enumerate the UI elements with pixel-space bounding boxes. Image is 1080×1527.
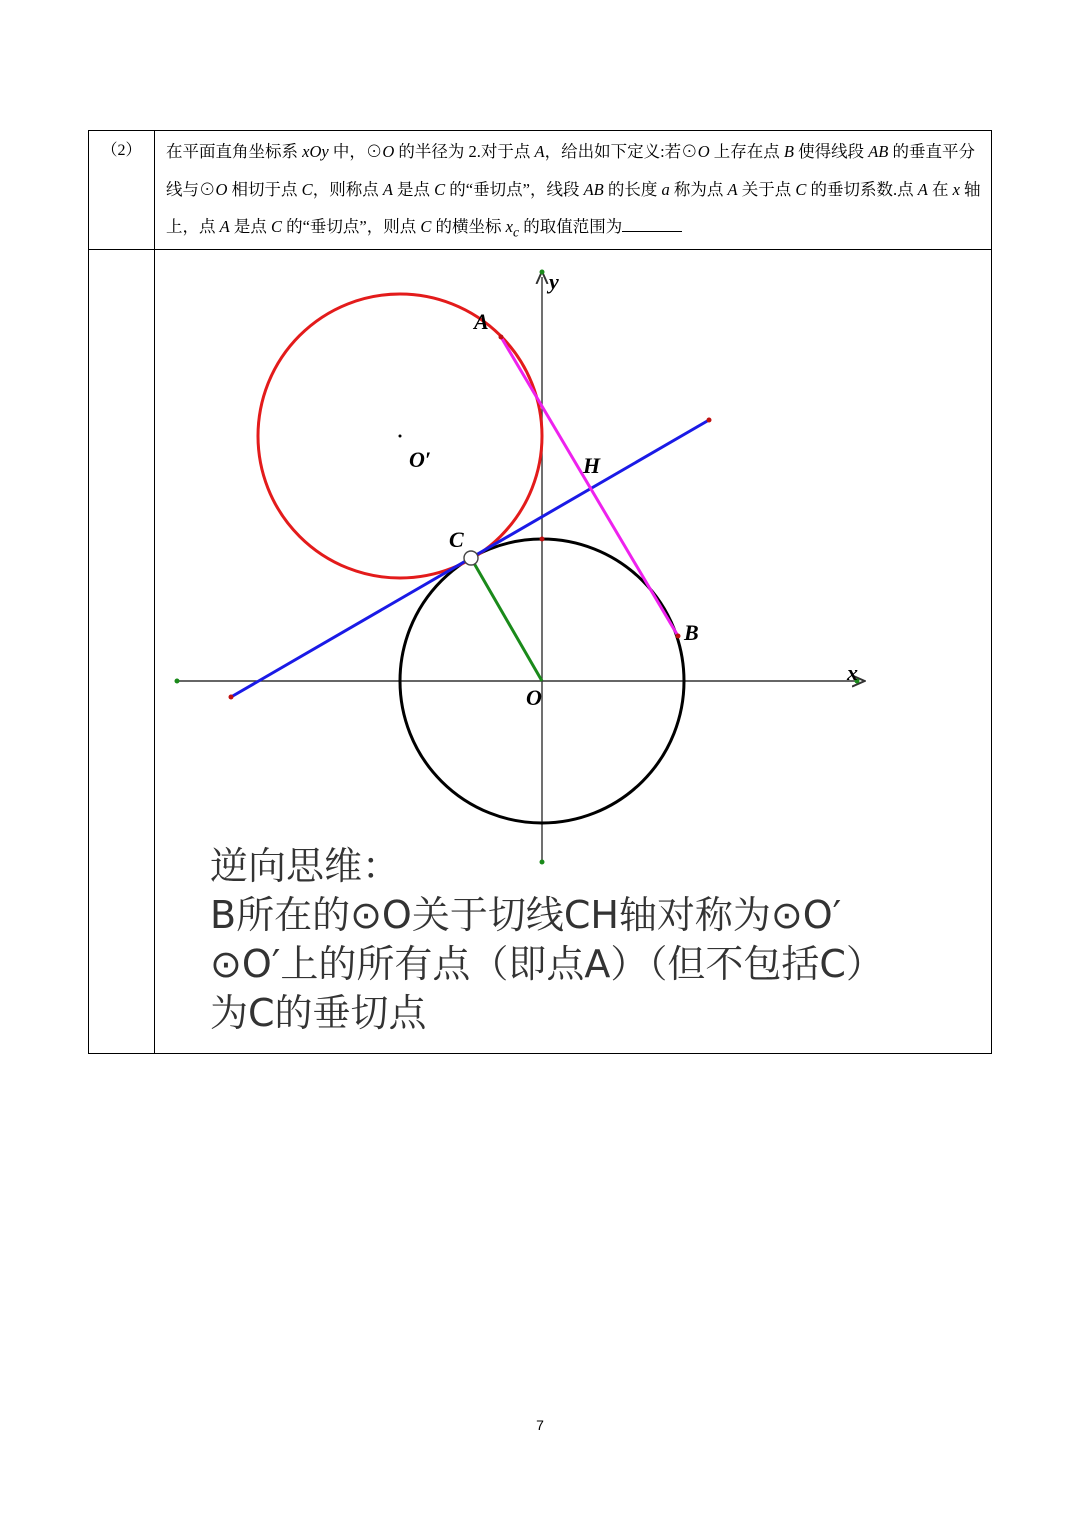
- problem-text-segment: C: [434, 179, 446, 199]
- label-A: A: [474, 309, 489, 334]
- problem-text-segment: 的横坐标: [431, 217, 506, 236]
- problem-text-segment: a: [661, 179, 670, 199]
- label-y: y: [549, 269, 559, 294]
- problem-text-segment: C: [301, 179, 313, 199]
- label-x: x: [847, 660, 858, 685]
- problem-text-segment: O: [697, 142, 710, 161]
- problem-text-segment: A: [219, 217, 230, 236]
- label-H: H: [583, 453, 601, 478]
- point-y-intercept: [540, 537, 545, 542]
- point-B: [676, 634, 681, 639]
- x-axis-start-point: [175, 679, 180, 684]
- tangent-line-end-right: [707, 418, 712, 423]
- point-A: [499, 335, 504, 340]
- problem-text-segment: B: [783, 142, 794, 161]
- problem-text-segment: 的垂切系数.点: [806, 179, 918, 199]
- problem-text-segment: 在平面直角坐标系: [166, 142, 303, 161]
- note-line: B所在的⊙O关于切线CH轴对称为⊙O′: [210, 893, 842, 937]
- problem-text-segment: O: [215, 179, 228, 199]
- problem-text-segment: A: [917, 179, 928, 199]
- problem-text-segment: x: [505, 217, 513, 236]
- problem-text-segment: O: [382, 142, 395, 161]
- radius-OC: [471, 558, 542, 681]
- problem-text-segment: 称为点: [669, 179, 728, 199]
- reasoning-note: [210, 842, 970, 1038]
- problem-text-segment: C: [420, 217, 432, 236]
- problem-number: （2）: [101, 142, 142, 159]
- problem-text-segment: A: [534, 142, 545, 161]
- problem-text-segment: xOy: [302, 142, 329, 161]
- problem-text-segment: 在: [927, 179, 953, 199]
- page-number: 7: [536, 1417, 544, 1433]
- problem-text-segment: 关于点: [737, 179, 796, 199]
- y-axis-top-point: [540, 270, 545, 275]
- problem-text-segment: 轴上，点: [166, 179, 981, 236]
- problem-text-segment: 是点: [229, 217, 271, 236]
- problem-text-segment: 的取值范围为: [519, 217, 623, 236]
- problem-text-segment: 的“垂切点”，线段: [445, 179, 584, 199]
- segment-AB: [501, 337, 678, 636]
- problem-text-segment: AB: [583, 179, 604, 199]
- label-C: C: [449, 527, 464, 552]
- problem-text-segment: A: [727, 179, 738, 199]
- tangent-line-end-left: [229, 695, 234, 700]
- problem-text-segment: 的半径为 2.对于点: [394, 142, 535, 161]
- problem-text-segment: C: [270, 217, 282, 236]
- problem-text-segment: A: [382, 179, 393, 199]
- problem-text-segment: ，则称点: [312, 179, 383, 199]
- problem-text-segment: x: [952, 179, 960, 199]
- note-line: 逆向思维：: [210, 844, 401, 888]
- problem-text-segment: c: [512, 224, 520, 240]
- problem-text-segment: 的垂直平分线与⊙: [166, 142, 975, 199]
- problem-text-segment: 上存在点: [709, 142, 784, 161]
- note-line: ⊙O′上的所有点（即点A）（但不包括C）: [210, 942, 884, 986]
- problem-text-segment: 使得线段: [793, 142, 869, 161]
- note-line: 为C的垂切点: [210, 991, 427, 1035]
- center-O-prime: [399, 435, 402, 438]
- problem-text-segment: C: [795, 179, 807, 199]
- problem-text-segment: 是点: [392, 179, 435, 199]
- problem-text-segment: 的长度: [603, 179, 662, 199]
- label-O: O: [526, 685, 542, 710]
- label-B: B: [684, 620, 699, 645]
- problem-text-segment: 中，⊙: [328, 142, 383, 161]
- problem-text-segment: AB: [868, 142, 889, 161]
- point-C: [464, 551, 478, 565]
- label-O-prime: O′: [409, 447, 432, 472]
- problem-text-segment: 的“垂切点”，则点: [281, 217, 421, 236]
- problem-text-segment: 相切于点: [227, 179, 302, 199]
- problem-text-segment: ，给出如下定义:若⊙: [544, 142, 698, 161]
